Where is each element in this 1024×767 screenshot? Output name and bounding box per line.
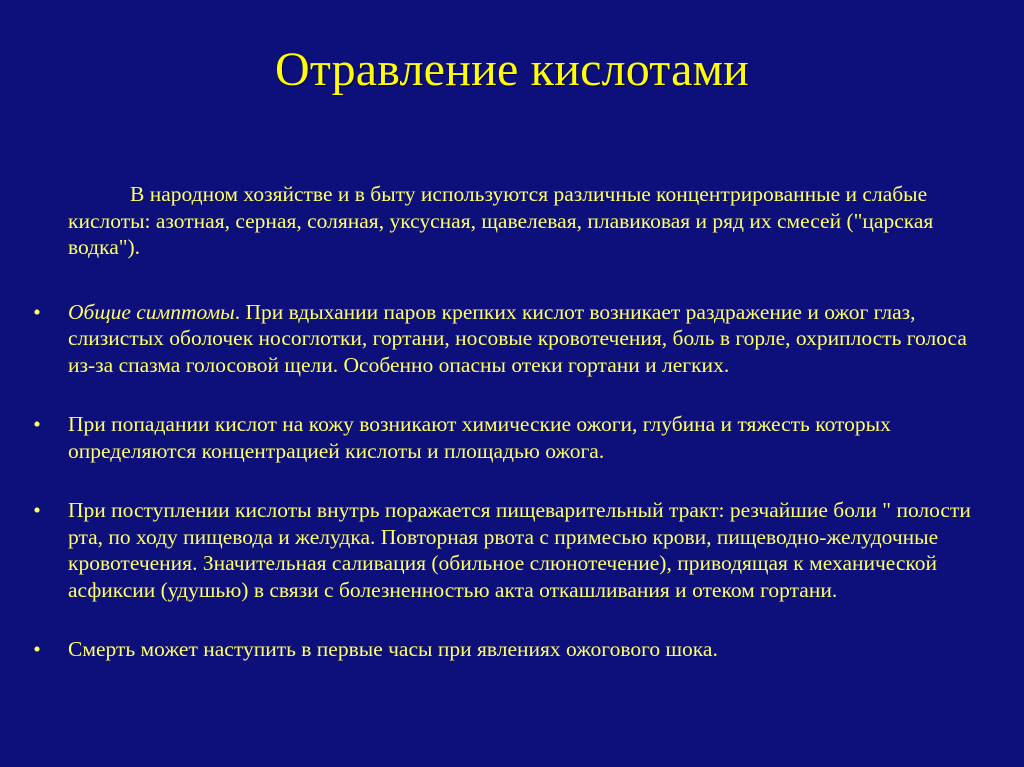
bullet-marker: • xyxy=(33,637,41,661)
bullet-text: При поступлении кислоты внутрь поражается пищеварительный тракт: резчайшие боли " полости рта, по ходу пищевода и желудка. Повторная рвота с примесью крови, пищеводно-желудочные кровотечения. Значительная саливация (обильное слюнотечение), приводящая к механической асфиксии (удушью) в связи с болезненностью акта откашливания и отеком гортани. xyxy=(68,498,971,602)
bullet-marker: • xyxy=(33,299,41,324)
bullet-text: Смерть может наступить в первые часы при явлениях ожогового шока. xyxy=(68,637,718,661)
bullet-item-death xyxy=(33,636,988,663)
bullet-item-symptoms xyxy=(33,299,988,379)
bullet-marker: • xyxy=(33,412,41,436)
bullet-lead-italic: Общие симптомы xyxy=(68,299,235,324)
bullet-marker: • xyxy=(33,498,41,522)
slide-title: Отравление кислотами xyxy=(274,43,750,96)
bullet-text: При попадании кислот на кожу возникают химические ожоги, глубина и тяжесть которых определяются концентрацией кислоты и площадью ожога. xyxy=(68,412,891,463)
bullet-item-skin xyxy=(33,411,988,464)
bullet-item-ingestion xyxy=(33,497,988,603)
bullet-text: . При вдыхании паров крепких кислот возникает раздражение и ожог глаз, слизистых оболочек носоглотки, гортани, носовые кровотечения, боль в горле, охриплость голоса из-за спазма голосовой щели. Особенно опасны отеки гортани и легких. xyxy=(68,299,967,377)
intro-paragraph: В народном хозяйстве и в быту используются различные концентрированные и слабые кислоты: азотная, серная, соляная, уксусная, щавелевая, плавиковая и ряд их смесей ("царская водка"). xyxy=(68,182,934,259)
slide-content xyxy=(33,181,988,696)
